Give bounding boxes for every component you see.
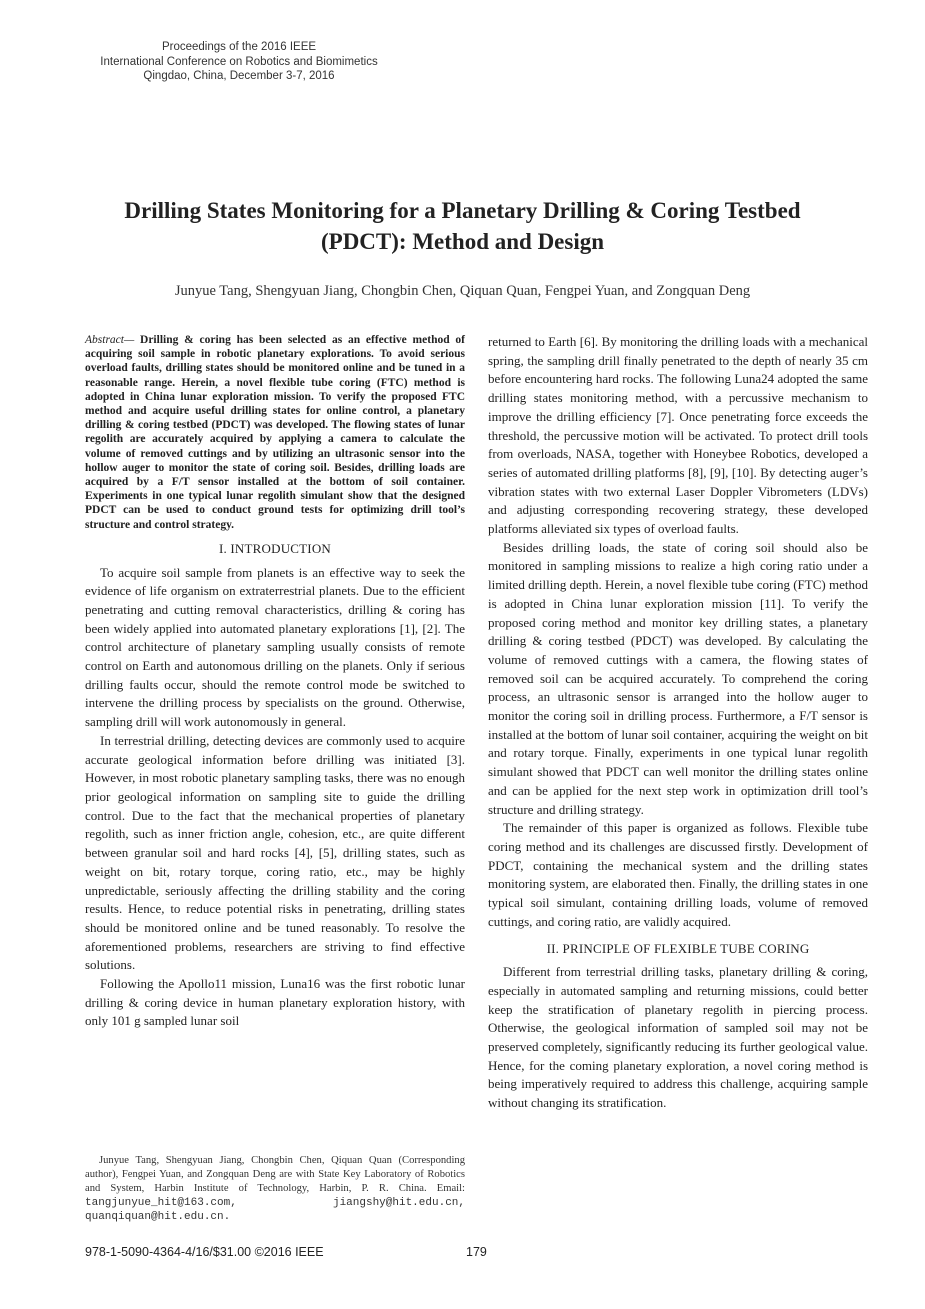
conference-header [84, 40, 394, 84]
author-list: Junyue Tang, Shengyuan Jiang, Chongbin Chen, Qiquan Quan, Fengpei Yuan, and Zongquan Deng [174, 283, 751, 299]
intro-paragraph-5: The remainder of this paper is organized as follows. Flexible tube coring method and its challenges are discussed firstly. Development of PDCT, containing the mechanical system and the drilling states monitoring system, are elaborated then. Finally, the drilling states in one typical soil simulant, containing drilling loads, volume of removed cuttings, and coring ratio, are validly acquired. [488, 820, 868, 929]
isbn-copyright: 978-1-5090-4364-4/16/$31.00 ©2016 IEEE [85, 1245, 324, 1259]
principle-paragraph-1: Different from terrestrial drilling tasks, planetary drilling & coring, especially in automated sampling and returning missions, could better keep the stratification of planetary regolith in piercing process. Otherwise, the geological information of sampled soil may not be preserved completely, significantly reducing its further geological value. Hence, for the coming planetary exploration, a novel coring method is being imperatively required to address this challenge, acquiring sample without changing its stratification. [488, 964, 868, 1111]
intro-paragraph-3a: Following the Apollo11 mission, Luna16 was the first robotic lunar drilling & coring device in human planetary exploration history, with only 101 g sampled lunar soil [85, 976, 465, 1029]
right-column [488, 333, 868, 1113]
intro-paragraph-3b: returned to Earth [6]. By monitoring the drilling loads with a mechanical spring, the sampling drill finally penetrated to the depth of nearly 35 cm before encountering hard rocks. The following Luna24 adopted the same drilling states monitoring method, with a percussive mechanism to improve the drilling efficiency [7]. Once penetrating force exceeds the threshold, the percussive motion will be activated. To protect drill tools from overloads, NASA, together with Honeybee Robotics, developed a series of automated drilling platforms [8], [9], [10]. By detecting auger’s vibration states with two external Laser Doppler Vibrometers (LDVs) and adjusting corresponding recovering strategy, these developed platforms alleviated six types of overload faults. [488, 334, 868, 537]
section-heading-principle: II. PRINCIPLE OF FLEXIBLE TUBE CORING [546, 940, 810, 956]
abstract-text: Drilling & coring has been selected as an effective method of acquiring soil sample in robotic planetary explorations. To avoid serious overload faults, drilling states should be monitored online and be tuned in a reasonable range. Herein, a novel flexible tube coring (FTC) method is adopted in China lunar exploration mission. To verify the proposed FTC method and acquire useful drilling states for online control, a planetary drilling & coring testbed (PDCT) was developed. The flowing states of lunar regolith are accurately acquired by applying a camera to calculate the volume of removed cuttings and by utilizing an ultrasonic sensor into the hollow auger to monitor the state of coring soil. Besides, drilling loads are acquired by a F/T sensor installed at the bottom of soil container. Experiments in one typical lunar regolith simulant show that the designed PDCT can be used to conduct ground tests for optimizing drill tool’s structure and control strategy. [85, 334, 465, 531]
intro-paragraph-2: In terrestrial drilling, detecting devices are commonly used to acquire accurate geological information before drilling was initiated [3]. However, in most robotic planetary sampling tasks, there was no enough prior geological information on sampling site to guide the drilling control. Due to the fact that the mechanical properties of planetary regolith, such as inner friction angle, cohesion, etc., are quite different between granular soil and hard rocks [4], [5], drilling states, such as weight on bit, rotary torque, coring ratio, etc., may be highly unpredictable, seriously affecting the drilling stability and the coring results. Hence, to reduce potential risks in penetrating, drilling states should be monitored online and be tuned reasonably. To resolve the aforementioned problems, researchers are striving to find effective solutions. [85, 732, 465, 973]
intro-paragraph-1: To acquire soil sample from planets is an effective way to seek the evidence of life organism on extraterrestrial planets. Due to the efficient penetrating and cutting removal characteristics, drilling & coring has been widely applied into automated planetary explorations [1], [2]. The control architecture of planetary sampling usually consists of remote control on Earth and autonomous drilling on the planets. Only if serious drilling faults occur, should the remote control mode be switched to intervene the drilling process by specialists on the ground. Otherwise, sampling drill will work autonomously in general. [85, 564, 465, 730]
paper-title [60, 195, 865, 257]
conference-line-1: Proceedings of the 2016 IEEE [161, 41, 317, 53]
left-column [85, 333, 465, 1031]
conference-line-3: Qingdao, China, December 3-7, 2016 [143, 70, 335, 82]
conference-line-2: International Conference on Robotics and Biomimetics [100, 55, 378, 68]
footnote-text: Junyue Tang, Shengyuan Jiang, Chongbin Chen, Qiquan Quan (Corresponding author), Fengpei Yuan, and Zongquan Deng are with State Key Laboratory of Robotics and System, Harbin Institute of Technology, Harbin, P. R. China. Email: [85, 1155, 465, 1194]
section-heading-introduction: I. INTRODUCTION [218, 540, 332, 556]
abstract: Abstract— Drilling & coring has been selected as an effective method of acquiring soil sample in robotic planetary explorations. To avoid serious overload faults, drilling states should be monitored online and be tuned in a reasonable range. Herein, a novel flexible tube coring (FTC) method is adopted in China lunar exploration mission. To verify the proposed FTC method and acquire useful drilling states for online control, a planetary drilling & coring testbed (PDCT) was developed. The flowing states of lunar regolith are accurately acquired by applying a camera to calculate the volume of removed cuttings and by utilizing an ultrasonic sensor into the hollow auger to monitor the state of coring soil. Besides, drilling loads are acquired by a F/T sensor installed at the bottom of soil container. Experiments in one typical lunar regolith simulant show that the designed PDCT can be used to conduct ground tests for optimizing drill tool’s structure and control strategy. [85, 334, 465, 531]
intro-paragraph-4: Besides drilling loads, the state of coring soil should also be monitored in sampling missions to realize a high coring ratio under a limited drilling depth. Herein, a novel flexible tube coring (FTC) method is adopted in China lunar exploration mission [11]. To verify the proposed coring method and monitor key drilling states, a planetary drilling & coring testbed (PDCT) was developed. By calculating the volume of removed cuttings with a camera, the flowing states of removed soil can be acquired accurately. To comprehend the coring process, an ultrasonic sensor is arranged into the hollow auger to monitor the coring soil in drilling process. Furthermore, a F/T sensor is installed at the bottom of lunar soil container, acquiring the weight on bit and rotary torque. Finally, experiments in one typical lunar regolith simulant showed that PDCT can well monitor the drilling states online and can be applied for the next step work in optimization drill tool’s structure and drilling strategy. [488, 539, 868, 817]
title-line-2: (PDCT): Method and Design [320, 229, 605, 254]
author-footnote [85, 1154, 465, 1224]
abstract-label: Abstract [85, 334, 124, 346]
page-number: 179 [466, 1245, 487, 1259]
footnote-emails: tangjunyue_hit@163.com, jiangshy@hit.edu.cn, quanqiquan@hit.edu.cn. [85, 1197, 465, 1223]
title-line-1: Drilling States Monitoring for a Planetary Drilling & Coring Testbed [124, 198, 801, 223]
